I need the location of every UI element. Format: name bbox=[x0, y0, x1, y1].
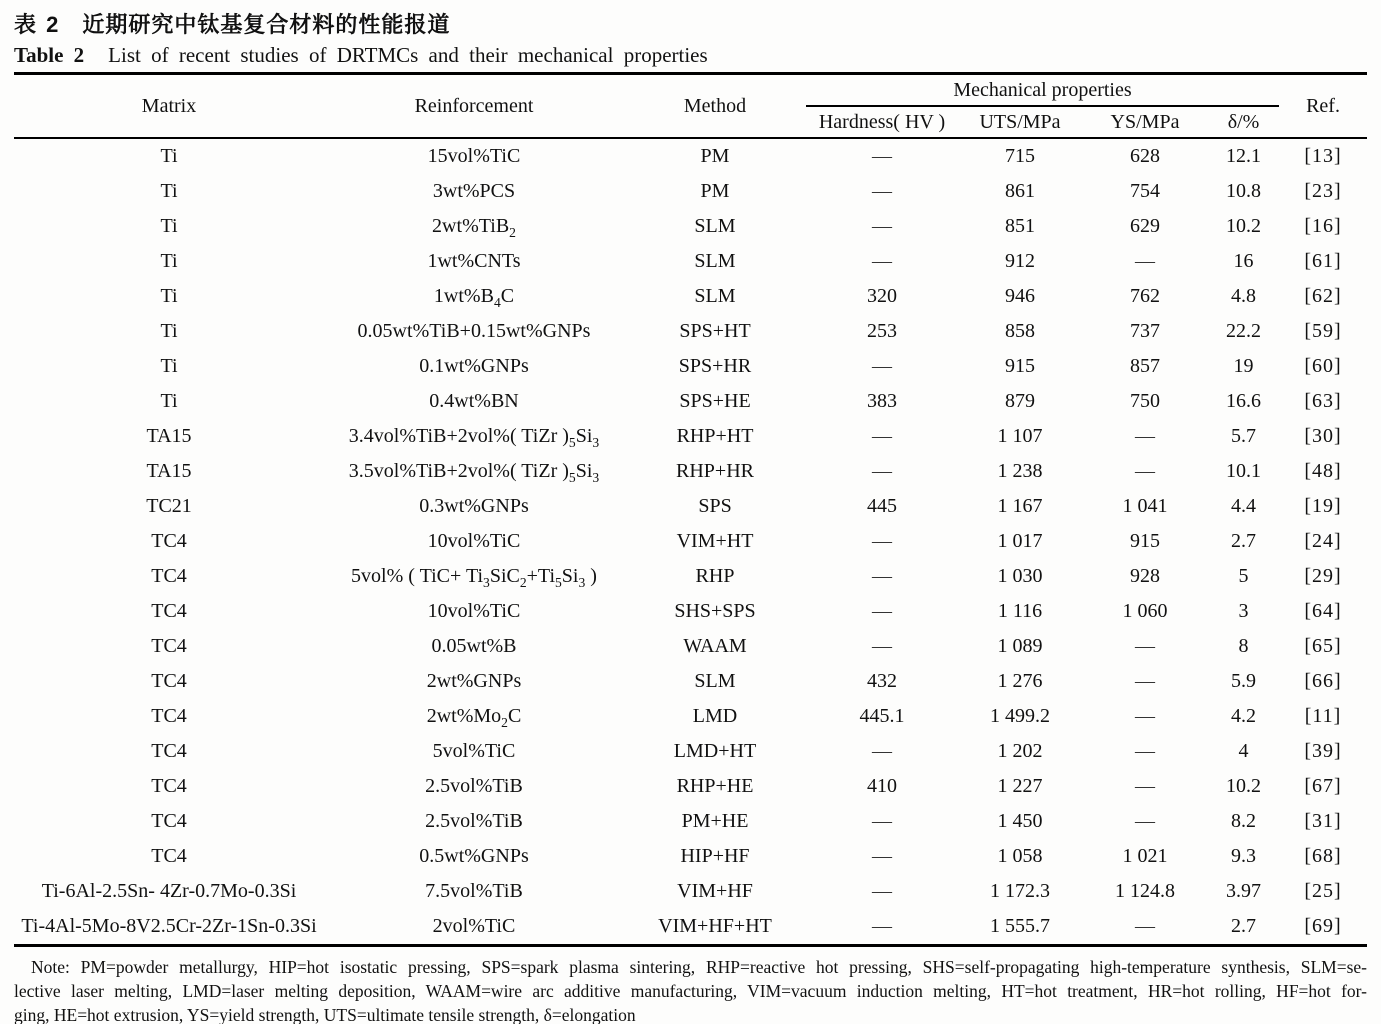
cell-matrix: TC21 bbox=[146, 495, 192, 517]
cell-ref: [67] bbox=[1304, 775, 1342, 797]
cell-hardness: — bbox=[872, 425, 892, 447]
cell-uts: 879 bbox=[1005, 390, 1035, 412]
cell-matrix: TC4 bbox=[151, 600, 187, 622]
cell-reinforcement: 2wt%TiB$_2$ bbox=[432, 215, 516, 240]
cell-method: RHP bbox=[695, 565, 735, 587]
cell-ys: — bbox=[1135, 775, 1155, 797]
cell-reinforcement: 5vol%TiC bbox=[432, 740, 516, 762]
cell-elongation: 10.2 bbox=[1226, 215, 1261, 237]
cell-hardness: — bbox=[872, 565, 892, 587]
table-row bbox=[14, 384, 1367, 419]
cell-method: SPS+HE bbox=[679, 390, 751, 412]
cell-elongation: 22.2 bbox=[1226, 320, 1261, 342]
cell-reinforcement: 1wt%CNTs bbox=[427, 250, 521, 272]
table-row bbox=[14, 244, 1367, 279]
cell-ref: [30] bbox=[1304, 425, 1342, 447]
cell-uts: 861 bbox=[1005, 180, 1035, 202]
cell-hardness: — bbox=[872, 740, 892, 762]
cell-uts: 1 202 bbox=[997, 740, 1043, 762]
cell-ys: 1 041 bbox=[1122, 495, 1168, 517]
table-row bbox=[14, 138, 1367, 174]
cell-ref: [68] bbox=[1304, 845, 1342, 867]
table-row bbox=[14, 279, 1367, 314]
cell-matrix: Ti bbox=[160, 355, 178, 377]
cell-method: RHP+HR bbox=[676, 460, 754, 482]
cell-method: SLM bbox=[694, 285, 736, 307]
cell-method: LMD+HT bbox=[673, 740, 757, 762]
cell-ys: — bbox=[1135, 425, 1155, 447]
cell-hardness: 320 bbox=[867, 285, 897, 307]
table-row bbox=[14, 839, 1367, 874]
cell-reinforcement: 10vol%TiC bbox=[427, 530, 521, 552]
cell-matrix: TC4 bbox=[151, 530, 187, 552]
cell-hardness: — bbox=[872, 635, 892, 657]
cell-hardness: — bbox=[872, 180, 892, 202]
cell-elongation: 4.4 bbox=[1231, 495, 1256, 517]
cell-elongation: 16 bbox=[1233, 250, 1254, 272]
cell-ys: — bbox=[1135, 250, 1155, 272]
cell-ys: — bbox=[1135, 810, 1155, 832]
cell-matrix: Ti-4Al-5Mo-8V2.5Cr-2Zr-1Sn-0.3Si bbox=[21, 915, 317, 937]
table-row bbox=[14, 209, 1367, 244]
table-row bbox=[14, 489, 1367, 524]
cell-method: LMD bbox=[692, 705, 738, 727]
note-line: Note: PM=powder metallurgy, HIP=hot isostatic pressing, SPS=spark plasma sintering, RHP=reactive hot pressing, SHS=self-propagating high-temperature synthesis, SLM=se- bbox=[31, 957, 1367, 977]
cell-ys: — bbox=[1135, 705, 1155, 727]
cell-elongation: 4.8 bbox=[1231, 285, 1256, 307]
cell-ref: [66] bbox=[1304, 670, 1342, 692]
cell-hardness: — bbox=[872, 810, 892, 832]
cell-uts: 1 276 bbox=[997, 670, 1043, 692]
cell-uts: 1 172.3 bbox=[990, 880, 1050, 902]
cell-reinforcement: 0.3wt%GNPs bbox=[419, 495, 529, 517]
col-header-reinforcement: Reinforcement bbox=[414, 94, 534, 117]
table-row bbox=[14, 524, 1367, 559]
table-row bbox=[14, 419, 1367, 454]
cell-uts: 858 bbox=[1005, 320, 1035, 342]
table-title-zh bbox=[14, 10, 1367, 42]
cell-ys: — bbox=[1135, 460, 1155, 482]
cell-ref: [16] bbox=[1304, 215, 1342, 237]
table-row bbox=[14, 559, 1367, 594]
cell-ref: [59] bbox=[1304, 320, 1342, 342]
cell-ref: [64] bbox=[1304, 600, 1342, 622]
cell-reinforcement: 2.5vol%TiB bbox=[425, 810, 523, 832]
cell-reinforcement: 3.5vol%TiB+2vol%( TiZr )$_5Si_3$ bbox=[348, 460, 600, 485]
cell-method: SLM bbox=[694, 250, 736, 272]
cell-hardness: 410 bbox=[867, 775, 897, 797]
cell-matrix: Ti bbox=[160, 145, 178, 167]
cell-matrix: TC4 bbox=[151, 810, 187, 832]
col-header-elongation: δ/% bbox=[1227, 110, 1260, 133]
note-line: lective laser melting, LMD=laser melting deposition, WAAM=wire arc additive manufacturing, VIM=vacuum induction melting, HT=hot treatment, HR=hot rolling, HF=hot for- bbox=[14, 981, 1367, 1001]
col-header-ys: YS/MPa bbox=[1110, 110, 1180, 133]
table-number-en: Table 2 bbox=[14, 43, 85, 67]
cell-ref: [61] bbox=[1304, 250, 1342, 272]
cell-uts: 1 227 bbox=[997, 775, 1043, 797]
cell-ref: [39] bbox=[1304, 740, 1342, 762]
table-note bbox=[14, 955, 1367, 1024]
cell-uts: 1 107 bbox=[997, 425, 1043, 447]
cell-ref: [29] bbox=[1304, 565, 1342, 587]
cell-elongation: 5 bbox=[1238, 565, 1249, 587]
col-header-hardness: Hardness( HV ) bbox=[818, 110, 946, 133]
cell-ref: [13] bbox=[1304, 145, 1342, 167]
cell-ref: [48] bbox=[1304, 460, 1342, 482]
cell-ref: [23] bbox=[1304, 180, 1342, 202]
cell-uts: 1 116 bbox=[997, 600, 1043, 622]
cell-uts: 1 058 bbox=[997, 845, 1043, 867]
cell-elongation: 10.1 bbox=[1226, 460, 1261, 482]
cell-ys: — bbox=[1135, 670, 1155, 692]
cell-reinforcement: 3wt%PCS bbox=[432, 180, 516, 202]
cell-method: VIM+HT bbox=[676, 530, 754, 552]
cell-ys: 737 bbox=[1130, 320, 1160, 342]
cell-reinforcement: 0.5wt%GNPs bbox=[419, 845, 529, 867]
cell-ys: — bbox=[1135, 635, 1155, 657]
cell-matrix: TC4 bbox=[151, 775, 187, 797]
cell-elongation: 3.97 bbox=[1226, 880, 1261, 902]
cell-matrix: Ti bbox=[160, 390, 178, 412]
col-header-method: Method bbox=[683, 94, 747, 117]
cell-method: SHS+SPS bbox=[674, 600, 756, 622]
table-title-en bbox=[14, 42, 1367, 72]
cell-method: PM+HE bbox=[681, 810, 749, 832]
cell-method: HIP+HF bbox=[680, 845, 750, 867]
note-line: ging, HE=hot extrusion, YS=yield strength, UTS=ultimate tensile strength, δ=elongation bbox=[14, 1005, 636, 1024]
cell-uts: 1 017 bbox=[997, 530, 1043, 552]
cell-reinforcement: 2.5vol%TiB bbox=[425, 775, 523, 797]
cell-method: RHP+HE bbox=[676, 775, 754, 797]
cell-elongation: 9.3 bbox=[1231, 845, 1256, 867]
cell-ys: — bbox=[1135, 915, 1155, 937]
cell-elongation: 16.6 bbox=[1226, 390, 1261, 412]
cell-hardness: 432 bbox=[867, 670, 897, 692]
cell-matrix: Ti bbox=[160, 215, 178, 237]
cell-reinforcement: 2wt%GNPs bbox=[426, 670, 522, 692]
cell-matrix: Ti bbox=[160, 285, 178, 307]
cell-ref: [11] bbox=[1304, 705, 1342, 727]
cell-hardness: — bbox=[872, 845, 892, 867]
cell-matrix: Ti-6Al-2.5Sn- 4Zr-0.7Mo-0.3Si bbox=[41, 880, 297, 902]
table-row bbox=[14, 174, 1367, 209]
cell-elongation: 10.8 bbox=[1226, 180, 1261, 202]
cell-hardness: — bbox=[872, 145, 892, 167]
col-header-matrix: Matrix bbox=[141, 94, 197, 117]
cell-matrix: Ti bbox=[160, 320, 178, 342]
cell-matrix: TC4 bbox=[151, 740, 187, 762]
cell-elongation: 12.1 bbox=[1226, 145, 1261, 167]
cell-hardness: — bbox=[872, 215, 892, 237]
cell-method: SPS bbox=[698, 495, 732, 517]
cell-reinforcement: 0.4wt%BN bbox=[429, 390, 519, 412]
cell-reinforcement: 5vol% ( $TiC+ Ti_3SiC_2+Ti_5Si_3$ ) bbox=[351, 565, 597, 590]
cell-method: SLM bbox=[694, 670, 736, 692]
cell-ys: 857 bbox=[1130, 355, 1160, 377]
cell-elongation: 19 bbox=[1233, 355, 1254, 377]
cell-ys: 1 021 bbox=[1122, 845, 1168, 867]
cell-ref: [25] bbox=[1304, 880, 1342, 902]
cell-uts: 1 450 bbox=[997, 810, 1043, 832]
cell-ref: [65] bbox=[1304, 635, 1342, 657]
cell-uts: 946 bbox=[1005, 285, 1035, 307]
table-row bbox=[14, 699, 1367, 734]
cell-ys: 1 060 bbox=[1122, 600, 1168, 622]
table-body bbox=[14, 138, 1367, 946]
cell-ys: — bbox=[1135, 740, 1155, 762]
cell-hardness: — bbox=[872, 250, 892, 272]
cell-hardness: — bbox=[872, 915, 892, 937]
table-row bbox=[14, 769, 1367, 804]
cell-matrix: Ti bbox=[160, 180, 178, 202]
cell-uts: 1 030 bbox=[997, 565, 1043, 587]
cell-hardness: 383 bbox=[867, 390, 897, 412]
table-row bbox=[14, 349, 1367, 384]
cell-elongation: 5.9 bbox=[1231, 670, 1256, 692]
cell-method: RHP+HT bbox=[676, 425, 754, 447]
table-row bbox=[14, 804, 1367, 839]
cell-method: VIM+HF bbox=[677, 880, 753, 902]
cell-ys: 915 bbox=[1130, 530, 1160, 552]
cell-ys: 628 bbox=[1130, 145, 1160, 167]
cell-matrix: Ti bbox=[160, 250, 178, 272]
cell-reinforcement: 0.1wt%GNPs bbox=[419, 355, 529, 377]
table-number-zh: 表 2 bbox=[14, 12, 61, 37]
cell-uts: 851 bbox=[1005, 215, 1035, 237]
cell-elongation: 5.7 bbox=[1231, 425, 1256, 447]
cell-reinforcement: $2wt\%Mo_2C$ bbox=[426, 705, 522, 730]
table-caption-en: List of recent studies of DRTMCs and their mechanical properties bbox=[108, 43, 708, 67]
cell-method: PM bbox=[700, 145, 730, 167]
cell-elongation: 4 bbox=[1238, 740, 1249, 762]
cell-matrix: TC4 bbox=[151, 705, 187, 727]
cell-hardness: — bbox=[872, 530, 892, 552]
cell-method: SPS+HT bbox=[679, 320, 751, 342]
table-row bbox=[14, 594, 1367, 629]
cell-elongation: 10.2 bbox=[1226, 775, 1261, 797]
table-row bbox=[14, 909, 1367, 946]
table-caption-zh: 近期研究中钛基复合材料的性能报道 bbox=[82, 12, 451, 37]
cell-hardness: — bbox=[872, 460, 892, 482]
cell-elongation: 8.2 bbox=[1231, 810, 1256, 832]
table-row bbox=[14, 664, 1367, 699]
cell-uts: 715 bbox=[1005, 145, 1035, 167]
cell-hardness: — bbox=[872, 880, 892, 902]
properties-table bbox=[14, 72, 1367, 947]
cell-reinforcement: $1wt\%B_4C$ bbox=[433, 285, 515, 310]
cell-hardness: 253 bbox=[867, 320, 897, 342]
cell-matrix: TC4 bbox=[151, 565, 187, 587]
col-header-ref: Ref. bbox=[1306, 94, 1340, 117]
cell-hardness: 445 bbox=[867, 495, 897, 517]
cell-ref: [24] bbox=[1304, 530, 1342, 552]
cell-ys: 750 bbox=[1130, 390, 1160, 412]
cell-matrix: TA15 bbox=[146, 425, 192, 447]
cell-uts: 912 bbox=[1005, 250, 1035, 272]
cell-hardness: — bbox=[872, 600, 892, 622]
cell-uts: 1 499.2 bbox=[990, 705, 1050, 727]
cell-uts: 915 bbox=[1005, 355, 1035, 377]
cell-ref: [62] bbox=[1304, 285, 1342, 307]
cell-reinforcement: 3.4vol%TiB+2vol%( TiZr )$_5Si_3$ bbox=[348, 425, 600, 450]
cell-ref: [19] bbox=[1304, 495, 1342, 517]
cell-method: SLM bbox=[694, 215, 736, 237]
cell-ref: [69] bbox=[1304, 915, 1342, 937]
cell-ys: 1 124.8 bbox=[1115, 880, 1175, 902]
table-row bbox=[14, 314, 1367, 349]
cell-hardness: 445.1 bbox=[859, 705, 905, 727]
cell-reinforcement: 0.05wt%B bbox=[431, 635, 517, 657]
col-header-uts: UTS/MPa bbox=[979, 110, 1061, 133]
cell-reinforcement: 2vol%TiC bbox=[432, 915, 516, 937]
cell-reinforcement: 0.05wt%TiB+0.15wt%GNPs bbox=[357, 320, 591, 342]
cell-ref: [63] bbox=[1304, 390, 1342, 412]
cell-reinforcement: 15vol%TiC bbox=[427, 145, 521, 167]
cell-uts: 1 238 bbox=[997, 460, 1043, 482]
cell-elongation: 3 bbox=[1238, 600, 1249, 622]
cell-ys: 928 bbox=[1130, 565, 1160, 587]
cell-elongation: 2.7 bbox=[1231, 530, 1256, 552]
cell-uts: 1 167 bbox=[997, 495, 1043, 517]
cell-ys: 762 bbox=[1130, 285, 1160, 307]
cell-matrix: TC4 bbox=[151, 845, 187, 867]
cell-matrix: TA15 bbox=[146, 460, 192, 482]
cell-reinforcement: 10vol%TiC bbox=[427, 600, 521, 622]
cell-method: PM bbox=[700, 180, 730, 202]
cell-elongation: 2.7 bbox=[1231, 915, 1256, 937]
cell-method: VIM+HF+HT bbox=[658, 915, 772, 937]
cell-ys: 754 bbox=[1130, 180, 1160, 202]
cell-ref: [60] bbox=[1304, 355, 1342, 377]
cell-method: SPS+HR bbox=[678, 355, 752, 377]
cell-elongation: 4.2 bbox=[1231, 705, 1256, 727]
cell-reinforcement: 7.5vol%TiB bbox=[425, 880, 523, 902]
cell-matrix: TC4 bbox=[151, 635, 187, 657]
cell-ref: [31] bbox=[1304, 810, 1342, 832]
table-row bbox=[14, 734, 1367, 769]
cell-matrix: TC4 bbox=[151, 670, 187, 692]
table-row bbox=[14, 454, 1367, 489]
cell-uts: 1 089 bbox=[997, 635, 1043, 657]
table-row bbox=[14, 874, 1367, 909]
col-header-mechanical-properties: Mechanical properties bbox=[806, 74, 1279, 107]
cell-method: WAAM bbox=[683, 635, 747, 657]
table-header bbox=[14, 74, 1367, 139]
cell-ys: 629 bbox=[1130, 215, 1160, 237]
table-row bbox=[14, 629, 1367, 664]
cell-hardness: — bbox=[872, 355, 892, 377]
cell-uts: 1 555.7 bbox=[990, 915, 1050, 937]
cell-elongation: 8 bbox=[1238, 635, 1249, 657]
